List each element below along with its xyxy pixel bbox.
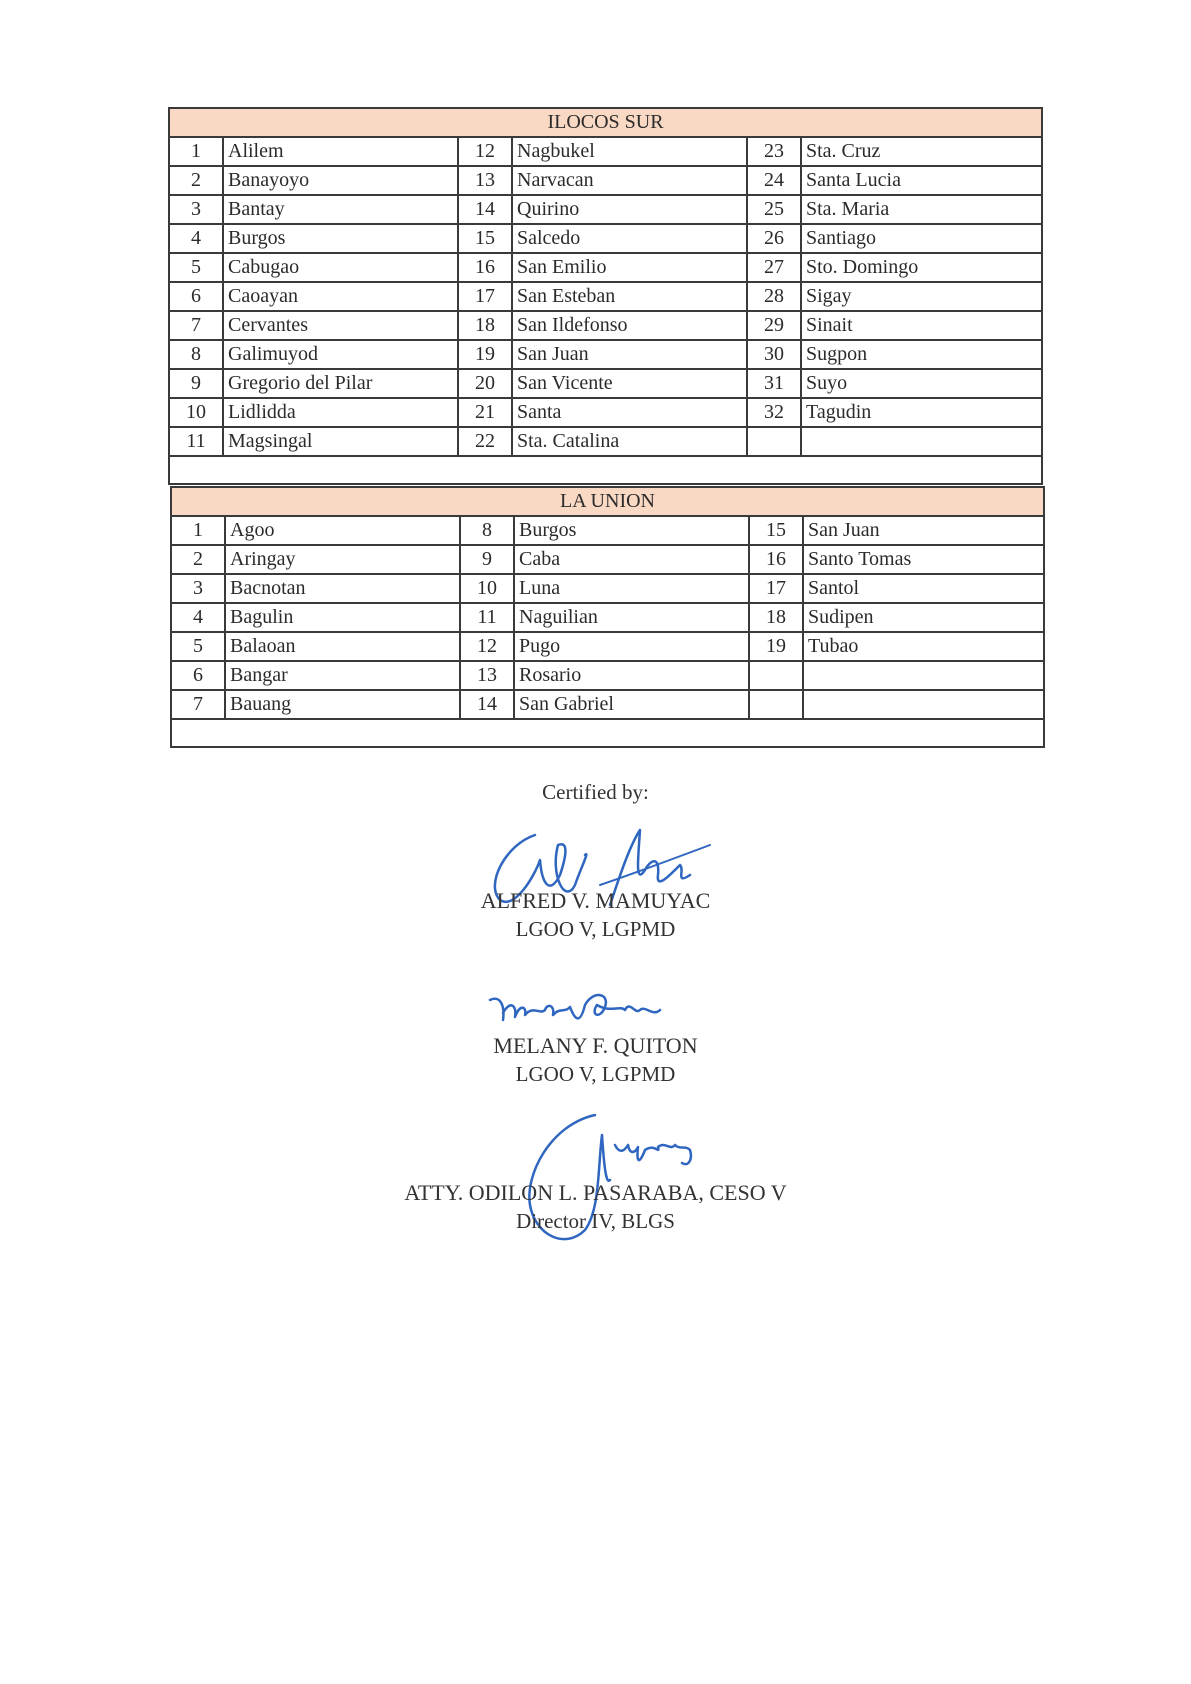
row-number: 2 [171, 545, 225, 574]
municipality-name: San Emilio [512, 253, 747, 282]
table-row [169, 311, 1042, 340]
signatory-2-position: LGOO V, LGPMD [515, 1062, 676, 1086]
municipality-name: Sinait [801, 311, 1042, 340]
certified-by-label: Certified by: [542, 780, 649, 804]
municipality-name: Banayoyo [223, 166, 458, 195]
row-number: 2 [169, 166, 223, 195]
row-number: 26 [747, 224, 801, 253]
municipality-name: Santol [803, 574, 1044, 603]
row-number: 16 [458, 253, 512, 282]
row-number: 21 [458, 398, 512, 427]
municipality-name: Aringay [225, 545, 460, 574]
table-header-row [171, 487, 1044, 516]
municipality-name: Sta. Catalina [512, 427, 747, 456]
table-row [169, 282, 1042, 311]
table-header-row [169, 108, 1042, 137]
row-number: 15 [749, 516, 803, 545]
municipality-name: Cabugao [223, 253, 458, 282]
table-row [169, 398, 1042, 427]
signatory-1-position: LGOO V, LGPMD [515, 917, 676, 941]
row-number: 20 [458, 369, 512, 398]
municipality-name: Suyo [801, 369, 1042, 398]
municipality-name: Sto. Domingo [801, 253, 1042, 282]
municipality-name: Sta. Maria [801, 195, 1042, 224]
row-number: 12 [460, 632, 514, 661]
municipality-name: Tagudin [801, 398, 1042, 427]
row-number: 13 [460, 661, 514, 690]
row-number: 18 [749, 603, 803, 632]
signatory-3-name: ATTY. ODILON L. PASARABA, CESO V [404, 1180, 787, 1205]
municipality-name: Agoo [225, 516, 460, 545]
province-header: ILOCOS SUR [169, 108, 1042, 137]
municipality-name: San Vicente [512, 369, 747, 398]
table-row [169, 369, 1042, 398]
row-number: 24 [747, 166, 801, 195]
ilocos-sur-table [168, 107, 1043, 485]
municipality-name: Gregorio del Pilar [223, 369, 458, 398]
row-number: 9 [460, 545, 514, 574]
municipality-name: Sudipen [803, 603, 1044, 632]
row-number: 30 [747, 340, 801, 369]
table-row [171, 545, 1044, 574]
municipality-name: Lidlidda [223, 398, 458, 427]
row-number: 14 [460, 690, 514, 719]
municipality-name: San Juan [512, 340, 747, 369]
row-number [749, 690, 803, 719]
municipality-name: Santa [512, 398, 747, 427]
row-number: 17 [458, 282, 512, 311]
table-row [169, 340, 1042, 369]
signatory-3-position: Director IV, BLGS [516, 1209, 675, 1233]
municipality-name: Caba [514, 545, 749, 574]
row-number: 10 [460, 574, 514, 603]
row-number: 19 [458, 340, 512, 369]
row-number: 29 [747, 311, 801, 340]
table-row [171, 661, 1044, 690]
table-spacer-row [169, 456, 1042, 484]
municipality-name: Bantay [223, 195, 458, 224]
row-number: 3 [171, 574, 225, 603]
row-number: 6 [169, 282, 223, 311]
table-row [171, 690, 1044, 719]
province-header: LA UNION [171, 487, 1044, 516]
row-number: 13 [458, 166, 512, 195]
municipality-name: Sugpon [801, 340, 1042, 369]
municipality-name: Cervantes [223, 311, 458, 340]
row-number: 9 [169, 369, 223, 398]
municipality-name: Naguilian [514, 603, 749, 632]
row-number: 16 [749, 545, 803, 574]
table-row [171, 574, 1044, 603]
row-number: 7 [169, 311, 223, 340]
municipality-name: Sigay [801, 282, 1042, 311]
municipality-name: Bauang [225, 690, 460, 719]
row-number: 1 [169, 137, 223, 166]
row-number: 18 [458, 311, 512, 340]
municipality-name: Bagulin [225, 603, 460, 632]
municipality-name: Caoayan [223, 282, 458, 311]
row-number: 11 [169, 427, 223, 456]
municipality-name: Alilem [223, 137, 458, 166]
municipality-name: Burgos [223, 224, 458, 253]
municipality-name: San Ildefonso [512, 311, 747, 340]
table-row [169, 427, 1042, 456]
row-number: 4 [171, 603, 225, 632]
spacer-cell [169, 456, 1042, 484]
row-number: 27 [747, 253, 801, 282]
la-union-rows [171, 516, 1044, 719]
signature-2-icon [485, 985, 685, 1035]
row-number: 10 [169, 398, 223, 427]
municipality-name: Santo Tomas [803, 545, 1044, 574]
municipality-name: Nagbukel [512, 137, 747, 166]
municipality-name: Tubao [803, 632, 1044, 661]
row-number [747, 427, 801, 456]
row-number: 7 [171, 690, 225, 719]
row-number: 32 [747, 398, 801, 427]
municipality-name [803, 690, 1044, 719]
table-spacer-row [171, 719, 1044, 747]
signatory-2-name: MELANY F. QUITON [493, 1033, 698, 1058]
table-row [169, 195, 1042, 224]
table-row [169, 253, 1042, 282]
la-union-table [170, 486, 1045, 748]
row-number [749, 661, 803, 690]
row-number: 5 [169, 253, 223, 282]
signatory-1-name: ALFRED V. MAMUYAC [480, 888, 711, 913]
row-number: 12 [458, 137, 512, 166]
municipality-name: Narvacan [512, 166, 747, 195]
row-number: 3 [169, 195, 223, 224]
row-number: 23 [747, 137, 801, 166]
municipality-name: Balaoan [225, 632, 460, 661]
municipality-name: Galimuyod [223, 340, 458, 369]
row-number: 1 [171, 516, 225, 545]
municipality-name: Santiago [801, 224, 1042, 253]
municipality-name [803, 661, 1044, 690]
spacer-cell [171, 719, 1044, 747]
row-number: 4 [169, 224, 223, 253]
table-row [171, 632, 1044, 661]
municipality-name: Rosario [514, 661, 749, 690]
municipality-name: Pugo [514, 632, 749, 661]
municipality-name: Bacnotan [225, 574, 460, 603]
table-row [169, 137, 1042, 166]
municipality-name: Luna [514, 574, 749, 603]
municipality-name [801, 427, 1042, 456]
row-number: 28 [747, 282, 801, 311]
municipality-name: Bangar [225, 661, 460, 690]
table-row [169, 166, 1042, 195]
row-number: 5 [171, 632, 225, 661]
row-number: 15 [458, 224, 512, 253]
table-row [169, 224, 1042, 253]
municipality-name: San Gabriel [514, 690, 749, 719]
row-number: 19 [749, 632, 803, 661]
municipality-name: Santa Lucia [801, 166, 1042, 195]
row-number: 17 [749, 574, 803, 603]
row-number: 6 [171, 661, 225, 690]
municipality-name: Salcedo [512, 224, 747, 253]
municipality-name: Sta. Cruz [801, 137, 1042, 166]
table-row [171, 603, 1044, 632]
municipality-name: Burgos [514, 516, 749, 545]
municipality-name: Magsingal [223, 427, 458, 456]
row-number: 8 [169, 340, 223, 369]
table-row [171, 516, 1044, 545]
municipality-name: Quirino [512, 195, 747, 224]
row-number: 22 [458, 427, 512, 456]
ilocos-sur-rows [169, 137, 1042, 456]
row-number: 14 [458, 195, 512, 224]
row-number: 31 [747, 369, 801, 398]
row-number: 25 [747, 195, 801, 224]
row-number: 8 [460, 516, 514, 545]
municipality-name: San Esteban [512, 282, 747, 311]
row-number: 11 [460, 603, 514, 632]
municipality-name: San Juan [803, 516, 1044, 545]
